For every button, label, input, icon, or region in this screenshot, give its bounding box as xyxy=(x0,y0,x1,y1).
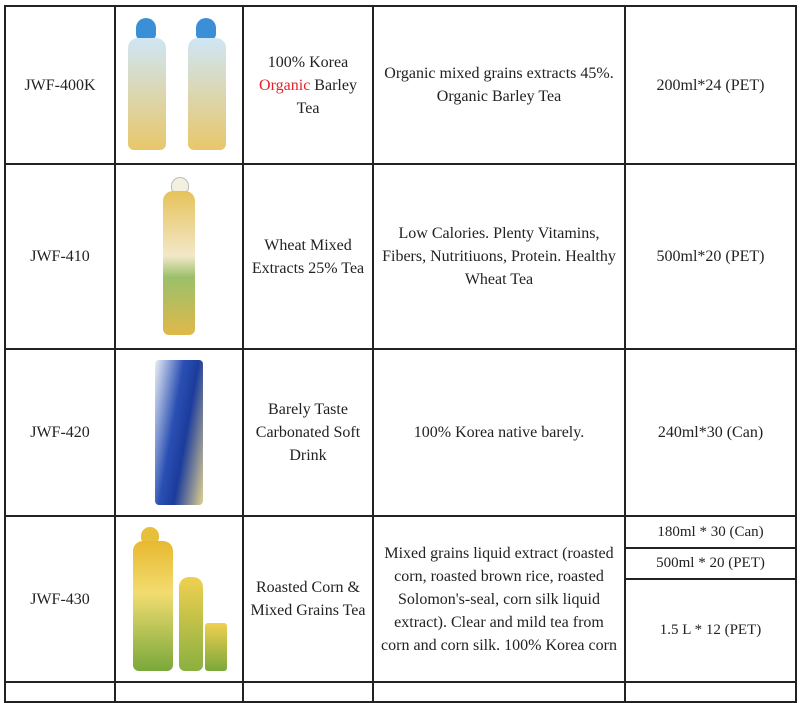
product-packaging: 1.5 L * 12 (PET) xyxy=(625,579,796,682)
empty-cell xyxy=(5,682,115,702)
product-image-cell xyxy=(115,516,243,682)
table-row xyxy=(5,516,796,548)
empty-cell xyxy=(625,682,796,702)
name-highlight: Organic xyxy=(259,76,311,94)
wheat-tea-bottle-image xyxy=(159,177,199,337)
name-text: 100% Korea xyxy=(267,53,349,71)
product-image-cell xyxy=(115,349,243,516)
table-row xyxy=(5,349,796,516)
product-image-cell xyxy=(115,164,243,349)
barley-tea-bottles-image xyxy=(124,18,234,153)
corn-tea-products-image xyxy=(129,527,229,672)
product-packaging: 200ml*24 (PET) xyxy=(625,6,796,164)
product-description: Low Calories. Plenty Vitamins, Fibers, Nutritiuons, Protein. Healthy Wheat Tea xyxy=(373,164,625,349)
product-name: Roasted Corn & Mixed Grains Tea xyxy=(243,516,373,682)
empty-cell xyxy=(115,682,243,702)
table-row xyxy=(5,682,796,702)
empty-cell xyxy=(373,682,625,702)
product-description: 100% Korea native barely. xyxy=(373,349,625,516)
product-packaging: 500ml*20 (PET) xyxy=(625,164,796,349)
product-code: JWF-410 xyxy=(5,164,115,349)
product-description: Organic mixed grains extracts 45%. Organic Barley Tea xyxy=(373,6,625,164)
product-code: JWF-400K xyxy=(5,6,115,164)
barley-soda-can-image xyxy=(149,360,209,505)
product-code: JWF-430 xyxy=(5,516,115,682)
product-name: Wheat Mixed Extracts 25% Tea xyxy=(243,164,373,349)
product-name xyxy=(243,6,373,164)
name-text: Barley Tea xyxy=(296,76,357,117)
table-row xyxy=(5,164,796,349)
product-name: Barely Taste Carbonated Soft Drink xyxy=(243,349,373,516)
empty-cell xyxy=(243,682,373,702)
product-packaging: 500ml * 20 (PET) xyxy=(625,548,796,579)
table-row xyxy=(5,6,796,164)
product-description: Mixed grains liquid extract (roasted corn, roasted brown rice, roasted Solomon's-seal, corn silk liquid extract). Clear and mild tea from corn and corn silk. 100% Korea corn xyxy=(373,516,625,682)
product-table xyxy=(4,5,797,703)
product-code: JWF-420 xyxy=(5,349,115,516)
product-packaging: 180ml * 30 (Can) xyxy=(625,516,796,548)
product-packaging: 240ml*30 (Can) xyxy=(625,349,796,516)
product-image-cell xyxy=(115,6,243,164)
